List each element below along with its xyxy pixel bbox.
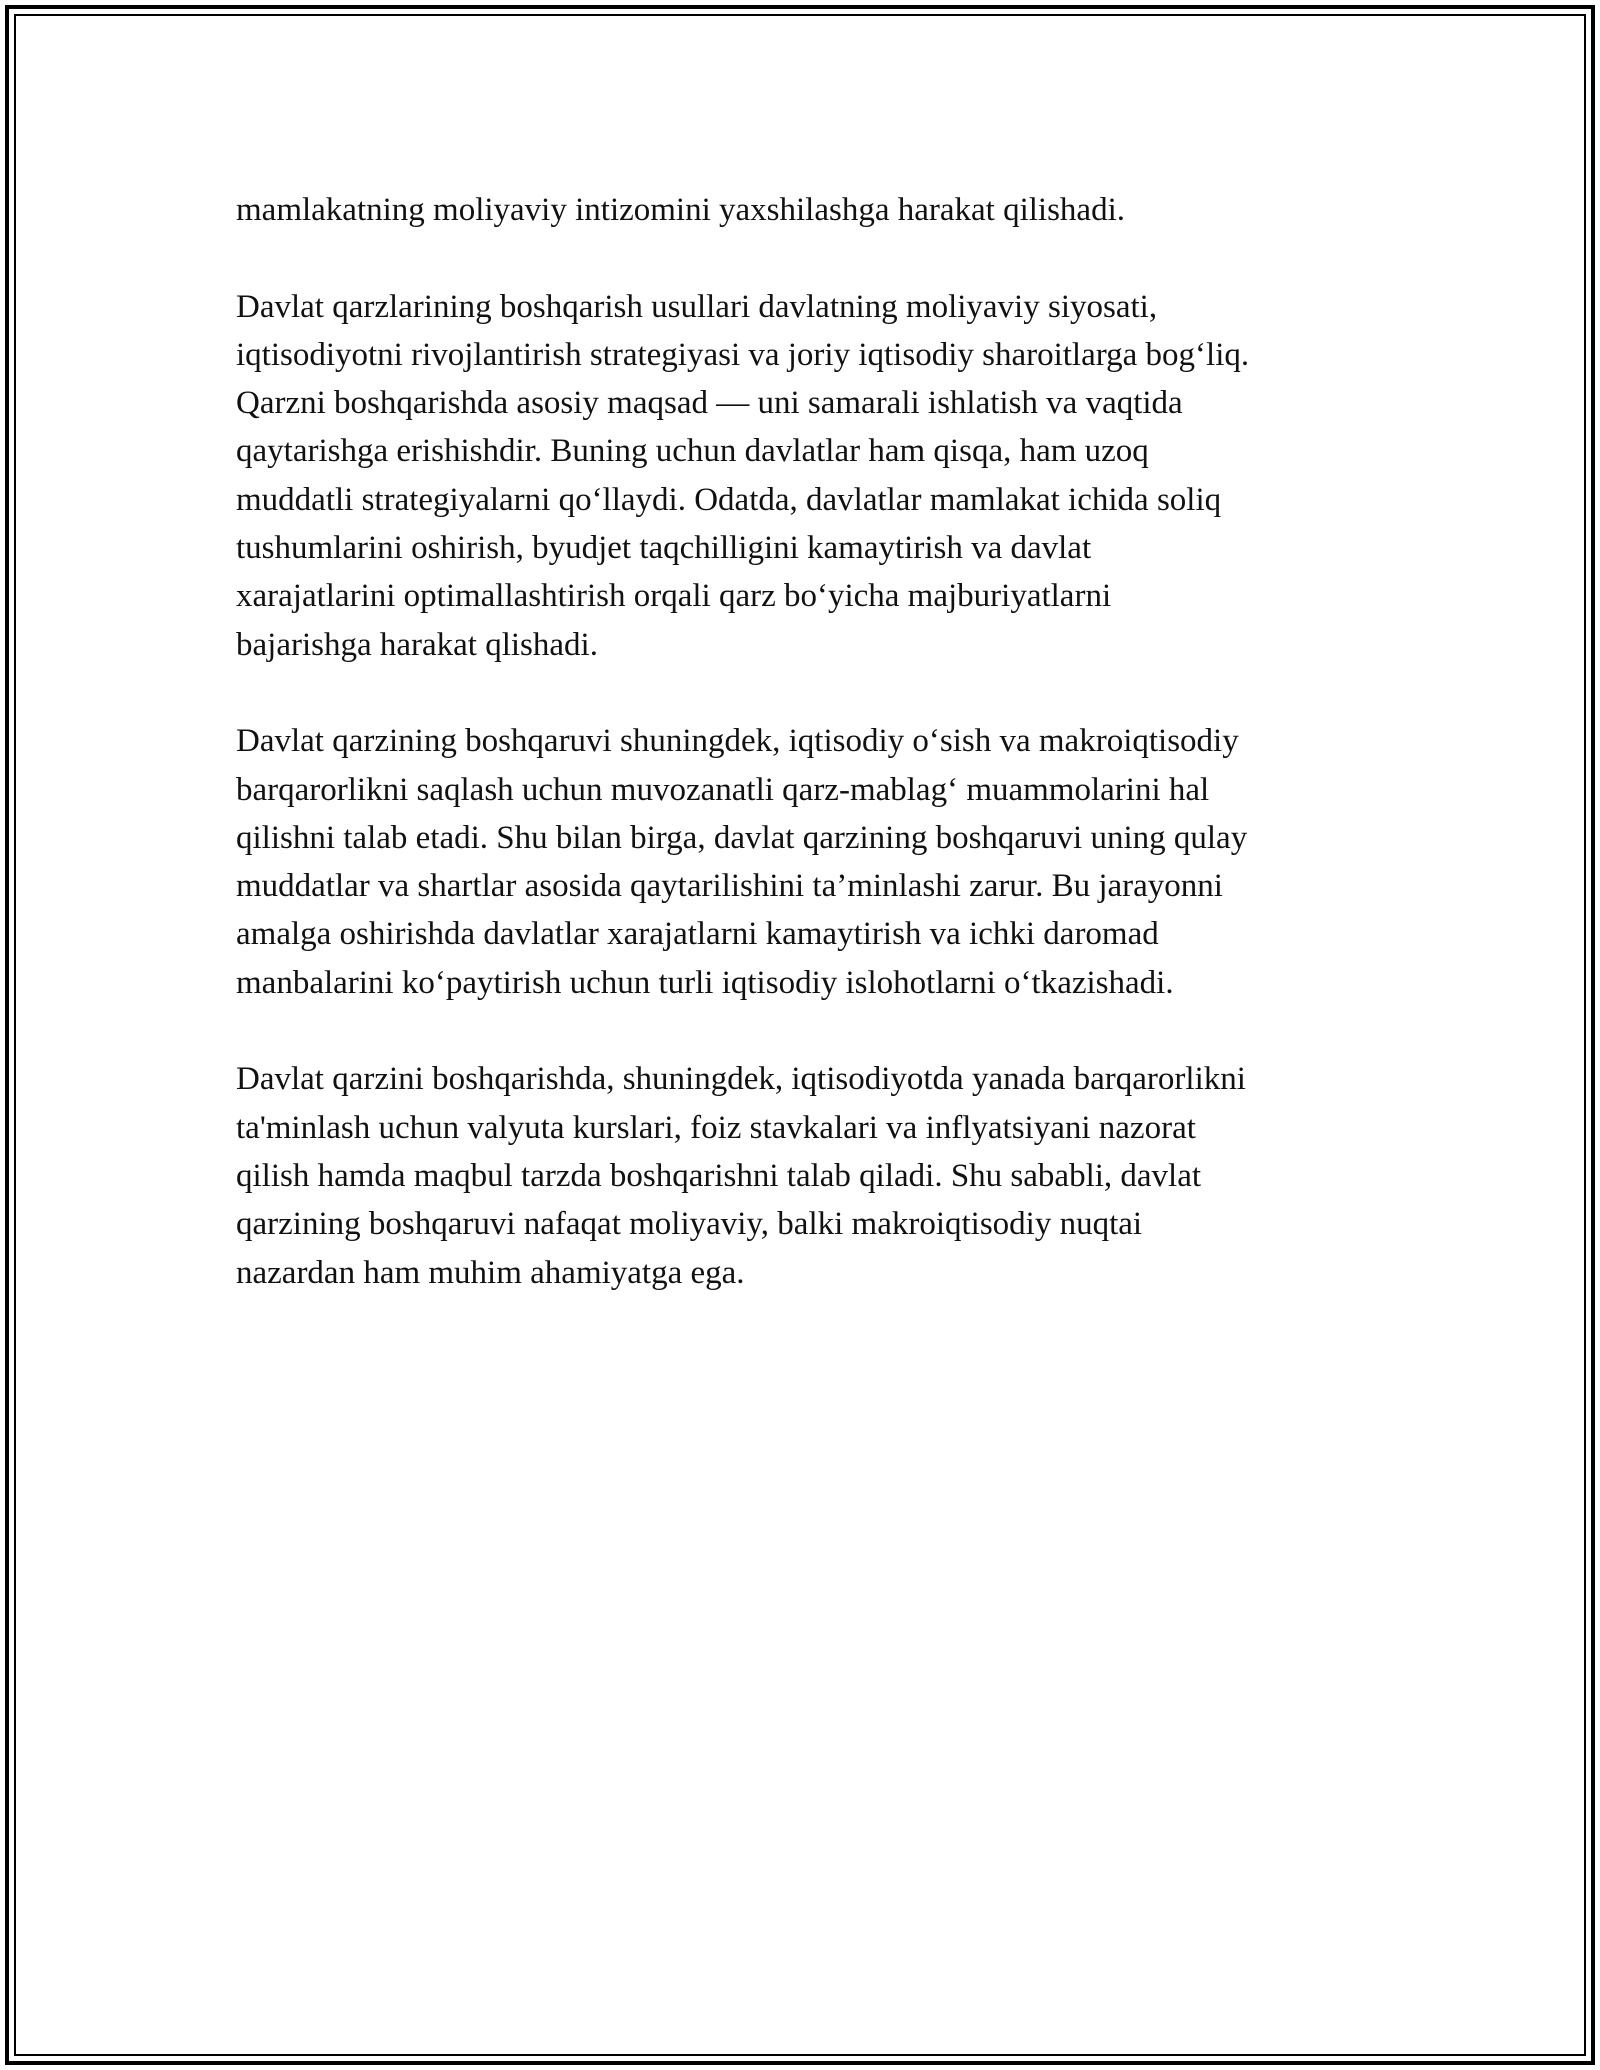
text-line: amalga oshirishda davlatlar xarajatlarni kamaytirish va ichki daromad (236, 916, 1159, 953)
text-line: Davlat qarzlarining boshqarish usullari davlatning moliyaviy siyosati, (236, 288, 1158, 325)
paragraph-4 (236, 1055, 1396, 1296)
text-line: muddatli strategiyalarni qo‘llaydi. Odatda, davlatlar mamlakat ichida soliq (236, 481, 1222, 518)
text-line: barqarorlikni saqlash uchun muvozanatli qarz-mablag‘ muammolarini hal (236, 771, 1210, 808)
text-line: ta'minlash uchun valyuta kurslari, foiz stavkalari va inflyatsiyani nazorat (236, 1109, 1196, 1146)
text-line: manbalarini ko‘paytirish uchun turli iqtisodiy islohotlarni o‘tkazishadi. (236, 964, 1174, 1001)
paragraph-3 (236, 717, 1396, 1007)
text-line: Qarzni boshqarishda asosiy maqsad — uni samarali ishlatish va vaqtida (236, 385, 1183, 422)
text-line: qaytarishga erishishdir. Buning uchun davlatlar ham qisqa, ham uzoq (236, 433, 1149, 470)
paragraph-1 (236, 186, 1396, 234)
text-line: mamlakatning moliyaviy intizomini yaxshilashga harakat qilishadi. (236, 192, 1125, 228)
text-line: Davlat qarzining boshqaruvi shuningdek, iqtisodiy o‘sish va makroiqtisodiy (236, 723, 1239, 760)
text-line: Davlat qarzini boshqarishda, shuningdek, iqtisodiyotda yanada barqarorlikni (236, 1061, 1246, 1098)
text-line: qarzining boshqaruvi nafaqat moliyaviy, balki makroiqtisodiy nuqtai (236, 1206, 1143, 1243)
text-line: qilishni talab etadi. Shu bilan birga, davlat qarzining boshqaruvi uning qulay (236, 819, 1248, 856)
paragraph-2 (236, 283, 1396, 669)
document-body (236, 186, 1396, 1297)
text-line: xarajatlarini optimallashtirish orqali qarz bo‘yicha majburiyatlarni (236, 578, 1112, 615)
text-line: qilish hamda maqbul tarzda boshqarishni talab qiladi. Shu sababli, davlat (236, 1157, 1202, 1194)
text-line: nazardan ham muhim ahamiyatga ega. (236, 1254, 745, 1291)
text-line: iqtisodiyotni rivojlantirish strategiyasi va joriy iqtisodiy sharoitlarga bog‘liq. (236, 336, 1250, 373)
text-line: tushumlarini oshirish, byudjet taqchilligini kamaytirish va davlat (236, 530, 1092, 567)
text-line: bajarishga harakat qlishadi. (236, 626, 598, 663)
text-line: muddatlar va shartlar asosida qaytarilishini ta’minlashi zarur. Bu jarayonni (236, 868, 1223, 905)
